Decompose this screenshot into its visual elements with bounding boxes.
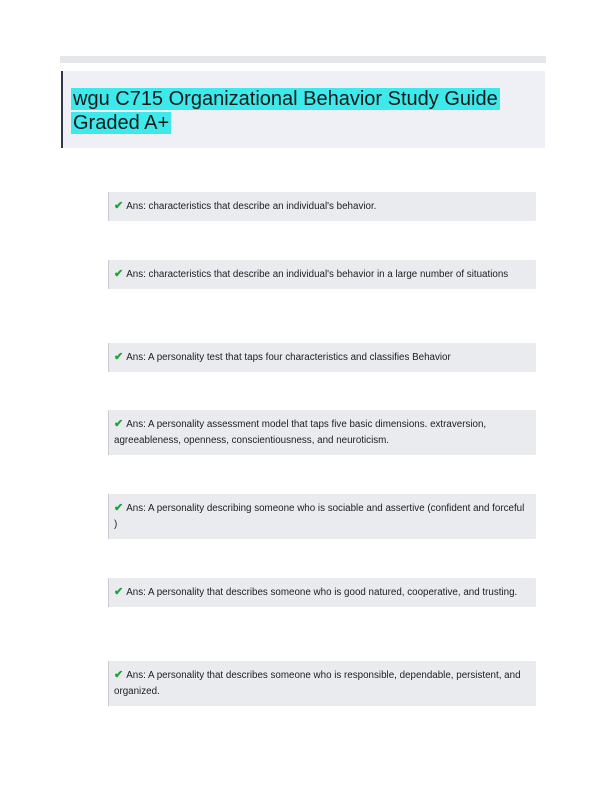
check-mark-icon: ✔ <box>114 502 124 514</box>
answer-box <box>108 410 536 455</box>
answer-box <box>108 578 536 607</box>
answer-text: Ans: A personality that describes someone who is good natured, cooperative, and trusting. <box>126 587 518 598</box>
check-mark-icon: ✔ <box>114 351 124 363</box>
answer-text: Ans: characteristics that describe an individual's behavior in a large number of situations <box>126 269 509 280</box>
title-highlight: wgu C715 Organizational Behavior Study Guide Graded A+ <box>73 88 498 134</box>
answer-text: Ans: characteristics that describe an individual's behavior. <box>126 201 377 212</box>
check-mark-icon: ✔ <box>114 586 124 598</box>
answer-box <box>108 661 536 706</box>
document-title <box>71 87 531 135</box>
answer-text: Ans: A personality describing someone who is sociable and assertive (confident and forceful ) <box>114 503 525 530</box>
answer-text: Ans: A personality assessment model that taps five basic dimensions. extraversion, agreeableness, openness, conscientiousness, and neuroticism. <box>114 419 487 446</box>
check-mark-icon: ✔ <box>114 200 124 212</box>
answer-text: Ans: A personality that describes someone who is responsible, dependable, persistent, and organized. <box>114 670 521 697</box>
answer-box <box>108 494 536 539</box>
answer-box <box>108 343 536 372</box>
check-mark-icon: ✔ <box>114 268 124 280</box>
answer-box <box>108 192 536 221</box>
answer-box <box>108 260 536 289</box>
header-rule <box>60 56 546 63</box>
title-box <box>61 71 545 148</box>
check-mark-icon: ✔ <box>114 418 124 430</box>
answer-text: Ans: A personality test that taps four characteristics and classifies Behavior <box>126 352 451 363</box>
check-mark-icon: ✔ <box>114 669 124 681</box>
